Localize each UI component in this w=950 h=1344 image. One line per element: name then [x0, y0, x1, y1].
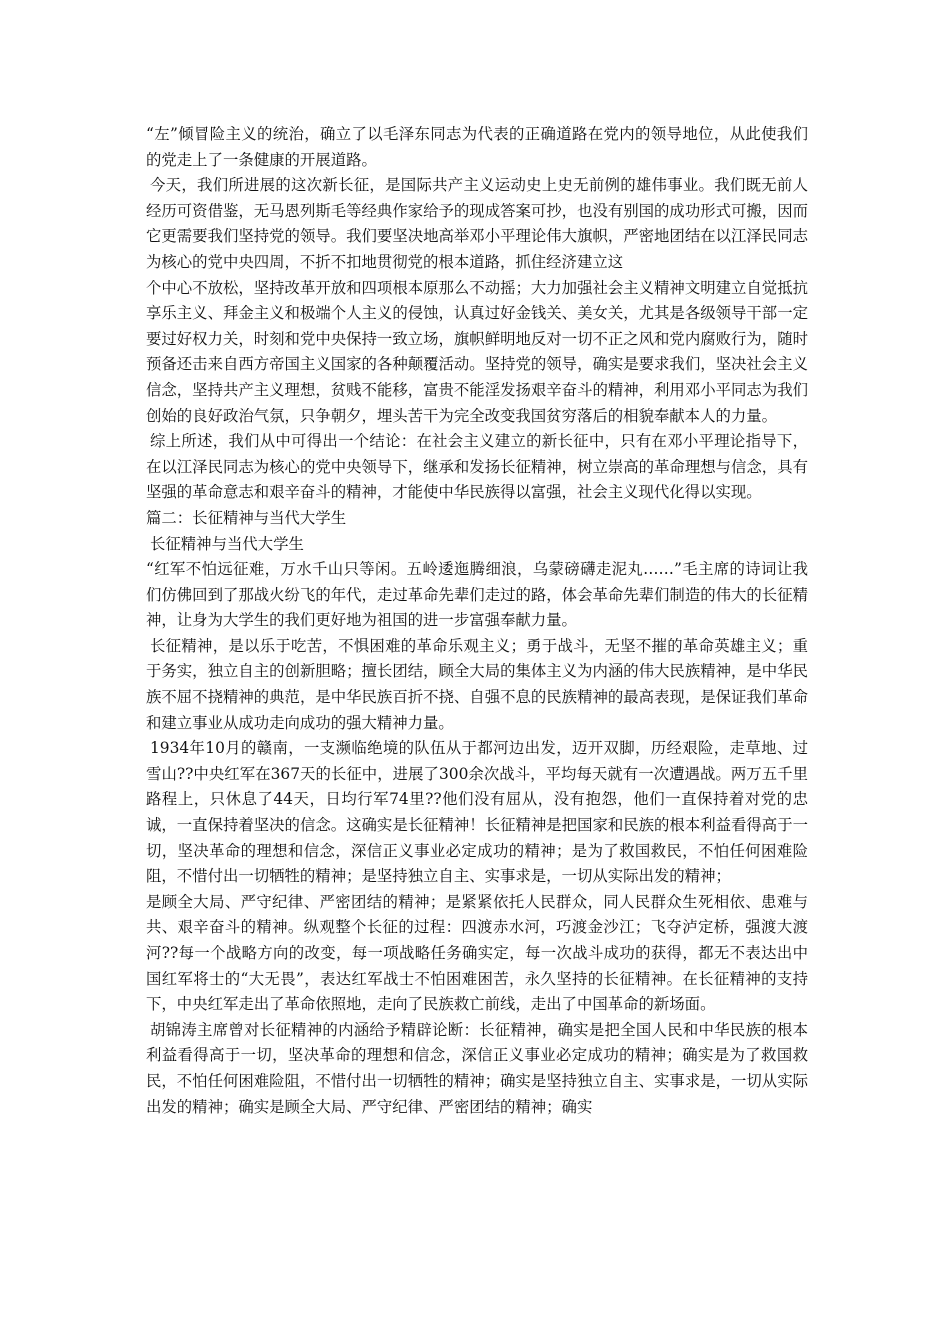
paragraph-4: 综上所述，我们从中可得出一个结论：在社会主义建立的新长征中，只有在邓小平理论指导下，在以江泽民同志为核心的党中央领导下，继承和发扬长征精神，树立崇高的革命理想与信念，具有坚强的革命意志和艰辛奋斗的精神，才能使中华民族得以富强，社会主义现代化得以实现。	[146, 432, 808, 502]
paragraph-1: “左”倾冒险主义的统治，确立了以毛泽东同志为代表的正确道路在党内的领导地位，从此使我们的党走上了一条健康的开展道路。	[146, 125, 808, 169]
paragraph-3: 个中心不放松，坚持改革开放和四项根本原那么不动摇；大力加强社会主义精神文明建立自觉抵抗享乐主义、拜金主义和极端个人主义的侵蚀，认真过好金钱关、美女关，尤其是各级领导干部一定要过好权力关，时刻和党中央保持一致立场，旗帜鲜明地反对一切不正之风和党内腐败行为，随时预备还击来自西方帝国主义国家的各种颠覆活动。坚持党的领导，确实是要求我们，坚决社会主义信念，坚持共产主义理想，贫贱不能移，富贵不能淫发扬艰辛奋斗的精神，利用邓小平同志为我们创始的良好政治气氛，只争朝夕，埋头苦干为完全改变我国贫穷落后的相貌奉献本人的力量。	[146, 278, 808, 425]
paragraph-7: 1934年10月的赣南，一支濒临绝境的队伍从于都河边出发，迈开双脚，历经艰险，走草地、过雪山??中央红军在367天的长征中，进展了300余次战斗，平均每天就有一次遭遇战。两万五千里路程上，只休息了44天，日均行军74里??他们没有屈从，没有抱怨，他们一直保持着对党的忠诚，一直保持着坚决的信念。这确实是长征精神！长征精神是把国家和民族的根本利益看得高于一切，坚决革命的理想和信念，深信正义事业必定成功的精神；是为了救国救民，不怕任何困难险阻，不惜付出一切牺牲的精神；是坚持独立自主、实事求是，一切从实际出发的精神；	[146, 739, 808, 886]
paragraph-8: 是顾全大局、严守纪律、严密团结的精神；是紧紧依托人民群众，同人民群众生死相依、患难与共、艰辛奋斗的精神。纵观整个长征的过程：四渡赤水河，巧渡金沙江；飞夺泸定桥，强渡大渡河??每一个战略方向的改变，每一项战略任务确实定，每一次战斗成功的获得，都无不表达出中国红军将士的“大无畏”，表达红军战士不怕困难困苦，永久坚持的长征精神。在长征精神的支持下，中央红军走出了革命依照地，走向了民族救亡前线，走出了中国革命的新场面。	[146, 892, 808, 1014]
paragraph-5: “红军不怕远征难，万水千山只等闲。五岭逶迤腾细浪，乌蒙磅礴走泥丸……”毛主席的诗词让我们仿佛回到了那战火纷飞的年代，走过革命先辈们走过的路，体会革命先辈们制造的伟大的长征精神，让身为大学生的我们更好地为祖国的进一步富强奉献力量。	[146, 560, 808, 630]
paragraph-9: 胡锦涛主席曾对长征精神的内涵给予精辟论断：长征精神，确实是把全国人民和中华民族的根本利益看得高于一切，坚决革命的理想和信念，深信正义事业必定成功的精神；确实是为了救国救民，不怕任何困难险阻，不惜付出一切牺牲的精神；确实是坚持独立自主、实事求是，一切从实际出发的精神；确实是顾全大局、严守纪律、严密团结的精神；确实	[146, 1020, 808, 1116]
article-title: 长征精神与当代大学生	[150, 534, 304, 553]
document-body	[146, 122, 808, 1120]
paragraph-6: 长征精神，是以乐于吃苦，不惧困难的革命乐观主义；勇于战斗，无坚不摧的革命英雄主义；重于务实，独立自主的创新胆略；擅长团结，顾全大局的集体主义为内涵的伟大民族精神，是中华民族不屈不挠精神的典范，是中华民族百折不挠、自强不息的民族精神的最高表现，是保证我们革命和建立事业从成功走向成功的强大精神力量。	[146, 636, 808, 732]
paragraph-2: 今天，我们所进展的这次新长征，是国际共产主义运动史上史无前例的雄伟事业。我们既无前人经历可资借鉴，无马恩列斯毛等经典作家给予的现成答案可抄，也没有别国的成功形式可搬，因而它更需要我们坚持党的领导。我们要坚决地高举邓小平理论伟大旗帜，严密地团结在以江泽民同志为核心的党中央四周，不折不扣地贯彻党的根本道路，抓住经济建立这	[146, 176, 808, 271]
section-heading: 篇二：长征精神与当代大学生	[146, 508, 347, 527]
